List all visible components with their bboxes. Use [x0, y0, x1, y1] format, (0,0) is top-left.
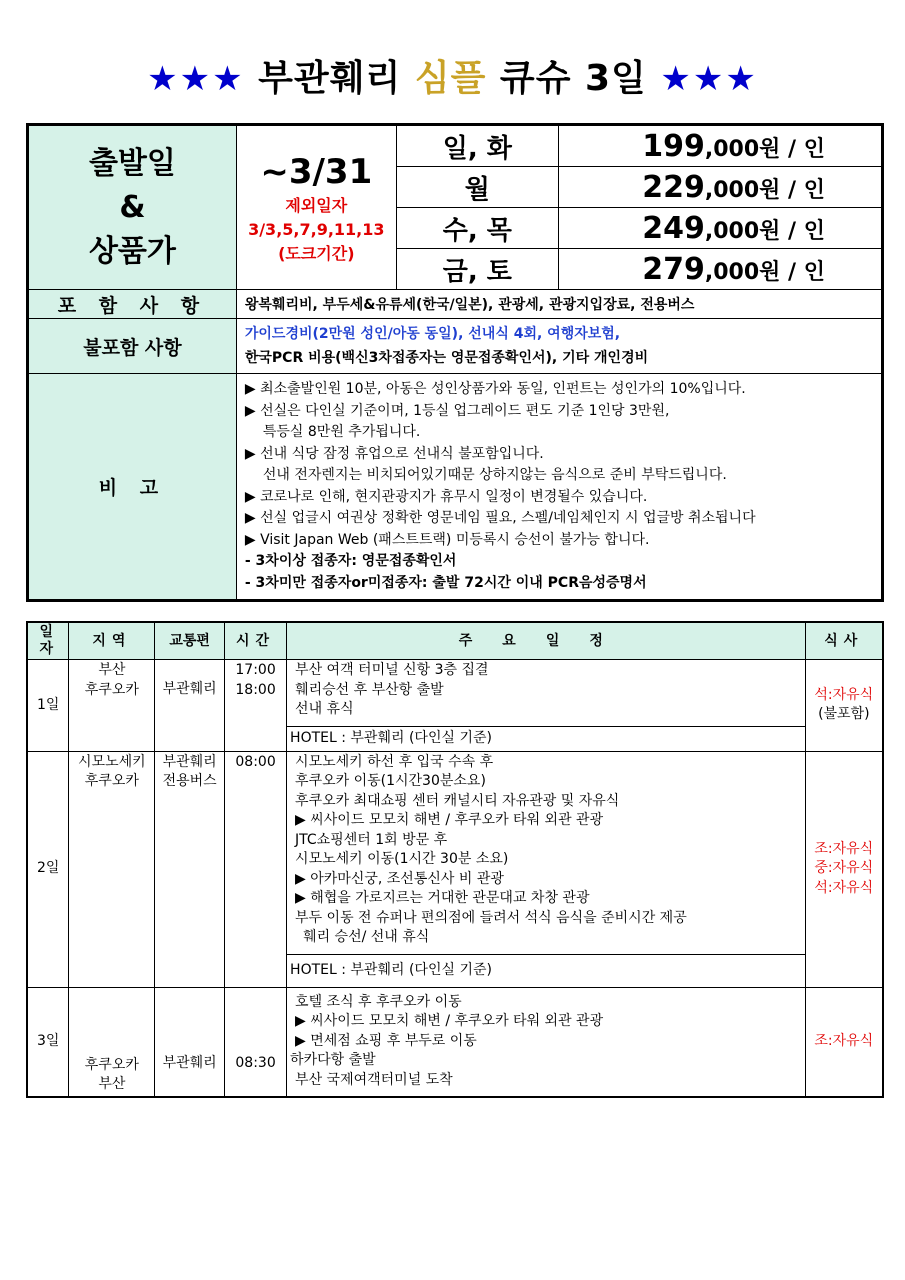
- label-line2: &: [119, 189, 146, 225]
- itinerary-line: 부산 여객 터미널 신항 3층 집결: [295, 662, 489, 678]
- price-main: 279: [642, 251, 705, 287]
- header-region: 지역: [69, 622, 155, 660]
- itinerary-line: ▶ 씨사이드 모모치 해변 / 후쿠오카 타워 외관 관광: [295, 812, 604, 828]
- day1-transport: 부관훼리: [155, 660, 225, 752]
- remark-line: ▶ 선내 식당 잠정 휴업으로 선내식 불포함입니다.: [244, 445, 544, 462]
- day3-region: [69, 987, 155, 1097]
- price-rest: ,000원 / 인: [704, 259, 825, 285]
- meal-line: (불포함): [818, 706, 870, 723]
- stars-left: ★★★: [147, 59, 245, 99]
- itinerary-line: ▶ 면세점 쇼핑 후 부두로 이동: [295, 1032, 477, 1049]
- day3-itinerary: [287, 987, 806, 1097]
- title-part1: 부관훼리: [258, 58, 402, 99]
- itinerary-line: ▶ 씨사이드 모모치 해변 / 후쿠오카 타워 외관 관광: [295, 1013, 604, 1029]
- itinerary-line: 훼리 승선/ 선내 휴식: [303, 929, 430, 945]
- stars-right: ★★★: [660, 59, 758, 99]
- remark-line: ▶ 코로나로 인해, 현지관광지가 휴무시 일정이 변경될수 있습니다.: [244, 488, 648, 505]
- excluded-dates: 3/3,5,7,9,11,13: [248, 219, 385, 239]
- itinerary-line: 시모노세키 하선 후 입국 수속 후: [295, 753, 494, 770]
- itinerary-line: 훼리승선 후 부산항 출발: [295, 681, 444, 698]
- day1-itinerary: [287, 660, 806, 727]
- price-main: 199: [642, 128, 705, 164]
- transport-line: 부관훼리: [162, 753, 217, 770]
- region-line: 시모노세키: [78, 753, 146, 770]
- remark-bold-line: - 3차미만 접종자or미접종자: 출발 72시간 이내 PCR음성증명서: [244, 574, 647, 591]
- excluded-cell: [236, 319, 882, 374]
- label-line3: 상품가: [88, 233, 176, 269]
- day2-meal: [805, 751, 883, 987]
- time-line: 18:00: [235, 681, 276, 698]
- itinerary-line: 호텔 조식 후 후쿠오카 이동: [295, 993, 462, 1010]
- meal-line: 석:자유식: [814, 879, 874, 896]
- price-value-4: [558, 249, 882, 290]
- day2-transport: [155, 751, 225, 987]
- day3-label: 3일: [27, 987, 69, 1097]
- price-value-3: [558, 208, 882, 249]
- region-line: 부산: [98, 662, 126, 678]
- itinerary-line: ▶ 해협을 가로지르는 거대한 관문대교 차창 관광: [295, 890, 590, 906]
- itinerary-line: 시모노세키 이동(1시간 30분 소요): [295, 851, 509, 867]
- itinerary-line: 후쿠오카 최대쇼핑 센터 캐널시티 자유관광 및 자유식: [295, 792, 620, 809]
- itinerary-line: 선내 휴식: [295, 701, 354, 717]
- price-day-4: 금, 토: [396, 249, 558, 290]
- meal-line: 조:자유식: [814, 840, 874, 857]
- transport-line: 전용버스: [162, 773, 217, 789]
- title-part3: 큐슈 3일: [499, 58, 647, 99]
- excluded-line2: 한국PCR 비용(백신3차접종자는 영문접종확인서), 기타 개인경비: [244, 350, 649, 366]
- included-label: 포 함 사 항: [28, 290, 237, 319]
- remarks-cell: [236, 374, 882, 601]
- day2-itinerary: [287, 751, 806, 954]
- itinerary-line: 부두 이동 전 슈퍼나 편의점에 들려서 석식 음식을 준비시간 제공: [295, 909, 687, 926]
- itinerary-line: 하카다항 출발: [290, 1052, 376, 1068]
- price-value-2: [558, 167, 882, 208]
- title-part2: 심플: [414, 58, 487, 99]
- day1-label: 1일: [27, 660, 69, 752]
- region-line: 후쿠오카: [84, 773, 139, 789]
- page-title: [0, 50, 905, 101]
- header-meal: 식사: [805, 622, 883, 660]
- remark-line: ▶ Visit Japan Web (패스트트랙) 미등록시 승선이 불가능 합니다.: [244, 531, 650, 548]
- price-main: 249: [642, 210, 705, 246]
- remark-bold-line: - 3차이상 접종자: 영문접종확인서: [244, 553, 457, 569]
- day3-meal: 조:자유식: [805, 987, 883, 1097]
- day1-time: [225, 660, 287, 752]
- date-cell: [236, 125, 396, 290]
- schedule-table: [26, 621, 884, 1098]
- excluded-title: 제외일자: [285, 195, 348, 215]
- date-range: ~3/31: [260, 151, 373, 192]
- price-day-3: 수, 목: [396, 208, 558, 249]
- itinerary-line: 부산 국제여객터미널 도착: [295, 1071, 453, 1088]
- remark-line: 선내 전자렌지는 비치되어있기때문 상하지않는 음식으로 준비 부탁드립니다.: [262, 467, 727, 483]
- excluded-note: (도크기간): [278, 243, 355, 263]
- itinerary-line: 후쿠오카 이동(1시간30분소요): [295, 773, 486, 789]
- region-line: 부산: [98, 1076, 126, 1092]
- day2-time: 08:00: [225, 751, 287, 987]
- price-day-2: 월: [396, 167, 558, 208]
- header-transport: 교통편: [155, 622, 225, 660]
- meal-line: 중:자유식: [814, 860, 874, 877]
- day1-meal: [805, 660, 883, 752]
- price-rest: ,000원 / 인: [704, 218, 825, 244]
- remark-line: 특등실 8만원 추가됩니다.: [262, 424, 421, 440]
- region-line: 후쿠오카: [84, 1056, 139, 1073]
- day3-transport: 부관훼리: [155, 987, 225, 1097]
- header-time: 시간: [225, 622, 287, 660]
- remark-line: ▶ 선실 업글시 여권상 정확한 영문네임 필요, 스펠/네임체인지 시 업글방 취소됩니다: [244, 510, 756, 526]
- itinerary-line: ▶ 아카마신궁, 조선통신사 비 관광: [295, 870, 504, 887]
- price-rest: ,000원 / 인: [704, 177, 825, 203]
- excluded-line1: 가이드경비(2만원 성인/아동 동일), 선내식 4회, 여행자보험,: [244, 326, 621, 342]
- day2-hotel: HOTEL : 부관훼리 (다인실 기준): [287, 954, 806, 987]
- departure-price-label: [28, 125, 237, 290]
- price-value-1: [558, 125, 882, 167]
- meal-line: 석:자유식: [814, 686, 874, 703]
- excluded-label: 불포함 사항: [28, 319, 237, 374]
- remark-line: ▶ 최소출발인원 10분, 아동은 성인상품가와 동일, 인펀트는 성인가의 10%입니다.: [244, 381, 746, 397]
- price-rest: ,000원 / 인: [704, 136, 825, 162]
- region-line: 후쿠오카: [84, 681, 139, 698]
- time-line: 17:00: [235, 662, 276, 678]
- header-day: 일자: [27, 622, 69, 660]
- day1-region: [69, 660, 155, 752]
- header-itinerary: 주요일정: [287, 622, 806, 660]
- day1-hotel: HOTEL : 부관훼리 (다인실 기준): [287, 727, 806, 752]
- price-day-1: 일, 화: [396, 125, 558, 167]
- day2-label: 2일: [27, 751, 69, 987]
- remark-line: ▶ 선실은 다인실 기준이며, 1등실 업그레이드 편도 기준 1인당 3만원,: [244, 402, 670, 419]
- summary-table: [26, 123, 884, 602]
- day2-region: [69, 751, 155, 987]
- day3-time: 08:30: [225, 987, 287, 1097]
- itinerary-line: JTC쇼핑센터 1회 방문 후: [295, 831, 448, 848]
- price-main: 229: [642, 169, 705, 205]
- included-text: 왕복훼리비, 부두세&유류세(한국/일본), 관광세, 관광지입장료, 전용버스: [236, 290, 882, 319]
- remarks-label: 비 고: [28, 374, 237, 601]
- label-line1: 출발일: [88, 145, 176, 181]
